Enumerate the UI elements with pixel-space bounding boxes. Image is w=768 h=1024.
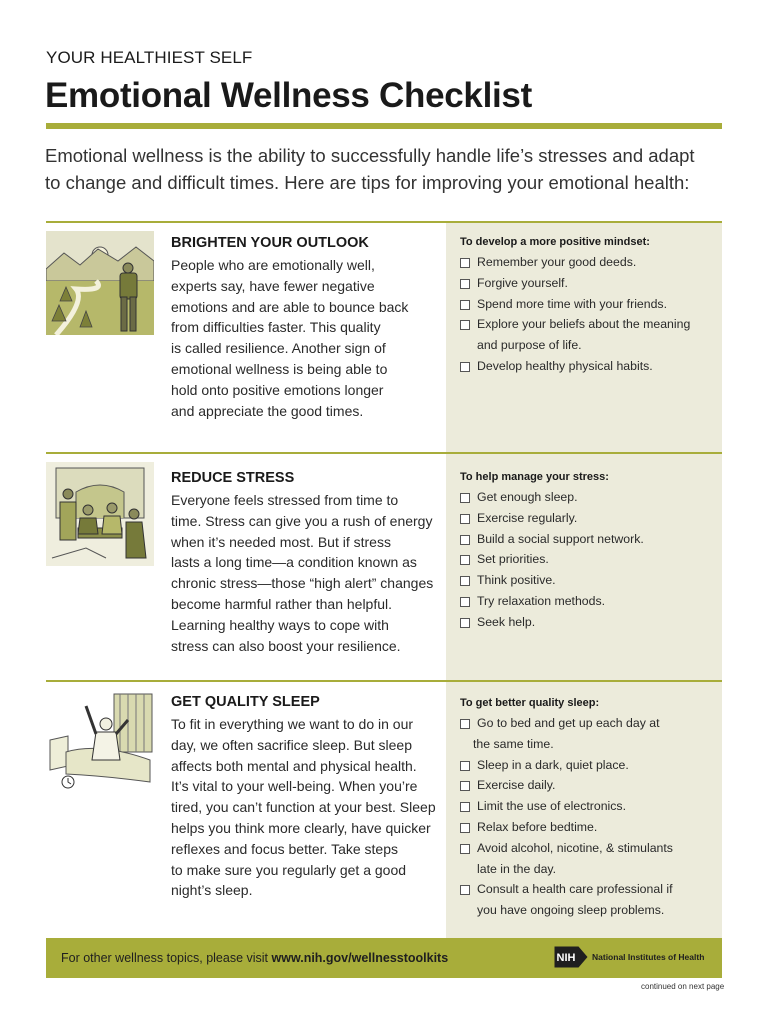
friends-gathering-illustration-icon — [46, 462, 154, 566]
body-line: lasts a long time—a condition known as — [171, 554, 417, 571]
checkbox-icon — [460, 719, 470, 729]
checklist-item: Exercise daily. — [460, 775, 718, 796]
nih-logo-icon — [554, 946, 588, 968]
checkbox-icon — [460, 597, 470, 607]
tips-title: To develop a more positive mindset: — [460, 236, 650, 248]
checkbox-icon — [460, 781, 470, 791]
body-line: become harmful rather than helpful. — [171, 595, 393, 612]
intro-line: Emotional wellness is the ability to successfully handle life’s stresses and adapt — [45, 145, 695, 166]
tips-list — [460, 713, 718, 921]
section-sleep — [46, 680, 722, 940]
body-line: hold onto positive emotions longer — [171, 381, 384, 398]
checkbox-icon — [460, 279, 470, 289]
footer-text — [61, 951, 448, 965]
section-heading: BRIGHTEN YOUR OUTLOOK — [171, 235, 369, 251]
checklist-item: Sleep in a dark, quiet place. — [460, 755, 718, 776]
body-line: emotional wellness is being able to — [171, 360, 388, 377]
checklist-item: Exercise regularly. — [460, 508, 718, 529]
checklist-item: Explore your beliefs about the meaning — [460, 314, 718, 335]
body-line: Learning healthy ways to cope with — [171, 616, 389, 633]
checklist-item: Relax before bedtime. — [460, 817, 718, 838]
checkbox-icon — [460, 885, 470, 895]
body-line: chronic stress—those “high alert” changes — [171, 575, 434, 592]
checklist-item-continuation: late in the day. — [477, 861, 557, 876]
checklist-item-continuation: you have ongoing sleep problems. — [477, 903, 665, 918]
tips-title: To help manage your stress: — [460, 471, 609, 483]
body-line: to make sure you regularly get a good — [171, 861, 407, 878]
checkbox-icon — [460, 493, 470, 503]
tips-list — [460, 487, 718, 633]
waking-up-illustration-icon — [46, 690, 154, 794]
page-title: Emotional Wellness Checklist — [45, 76, 532, 115]
section-outlook — [46, 221, 722, 454]
checklist-item: Spend more time with your friends. — [460, 294, 718, 315]
body-line: night’s sleep. — [171, 882, 253, 899]
body-line: time. Stress can give you a rush of energy — [171, 512, 433, 529]
checklist-item: Forgive yourself. — [460, 273, 718, 294]
body-line: It’s vital to your well-being. When you’re — [171, 778, 418, 795]
section-body — [171, 255, 441, 421]
nih-org-name: National Institutes of Health — [592, 952, 705, 962]
checkbox-icon — [460, 823, 470, 833]
checklist-item-continuation: the same time. — [473, 736, 554, 751]
body-line: experts say, have fewer negative — [171, 277, 375, 294]
checklist-item: Get enough sleep. — [460, 487, 718, 508]
checkbox-icon — [460, 535, 470, 545]
checklist-item: Remember your good deeds. — [460, 252, 718, 273]
continued-note: continued on next page — [641, 982, 725, 991]
body-line: is called resilience. Another sign of — [171, 340, 386, 357]
checklist-item: Consult a health care professional if — [460, 879, 718, 900]
section-stress — [46, 452, 722, 682]
checkbox-icon — [460, 802, 470, 812]
body-line: stress can also boost your resilience. — [171, 637, 401, 654]
section-body — [171, 490, 441, 656]
footer-label: For other wellness topics, please visit — [61, 951, 272, 965]
body-line: reflexes and focus better. Take steps — [171, 840, 398, 857]
checklist-item: Go to bed and get up each day at — [460, 713, 718, 734]
checklist-item: Limit the use of electronics. — [460, 796, 718, 817]
section-heading: GET QUALITY SLEEP — [171, 694, 320, 710]
checklist-item: Develop healthy physical habits. — [460, 356, 718, 377]
checkbox-icon — [460, 300, 470, 310]
checkbox-icon — [460, 514, 470, 524]
nih-logo-text: NIH — [556, 952, 576, 964]
body-line: emotions and are able to bounce back — [171, 298, 409, 315]
tips-list — [460, 252, 718, 377]
checkbox-icon — [460, 844, 470, 854]
body-line: day, we often sacrifice sleep. But sleep — [171, 736, 412, 753]
footer-bar — [46, 938, 722, 978]
checkbox-icon — [460, 362, 470, 372]
body-line: helps you think more clearly, have quicker — [171, 819, 431, 836]
section-body — [171, 714, 441, 901]
body-line: People who are emotionally well, — [171, 257, 375, 273]
intro-paragraph — [45, 142, 735, 196]
section-heading: REDUCE STRESS — [171, 470, 295, 486]
checklist-item: Seek help. — [460, 612, 718, 633]
wellness-toolkits-link[interactable]: www.nih.gov/wellnesstoolkits — [271, 951, 449, 965]
body-line: To fit in everything we want to do in our — [171, 716, 414, 732]
hiker-landscape-illustration-icon — [46, 231, 154, 335]
checkbox-icon — [460, 618, 470, 628]
title-divider — [46, 123, 722, 129]
eyebrow: YOUR HEALTHIEST SELF — [46, 48, 253, 67]
body-line: when it’s needed most. But if stress — [171, 533, 391, 550]
checkbox-icon — [460, 320, 470, 330]
checklist-item: Set priorities. — [460, 549, 718, 570]
checklist-item: Try relaxation methods. — [460, 591, 718, 612]
body-line: and appreciate the good times. — [171, 402, 364, 419]
checkbox-icon — [460, 258, 470, 268]
body-line: from difficulties faster. This quality — [171, 319, 381, 336]
checkbox-icon — [460, 761, 470, 771]
checkbox-icon — [460, 555, 470, 565]
checkbox-icon — [460, 576, 470, 586]
intro-line: to change and difficult times. Here are tips for improving your emotional health: — [45, 172, 690, 193]
checklist-item: Think positive. — [460, 570, 718, 591]
body-line: Everyone feels stressed from time to — [171, 492, 399, 508]
checklist-item: Avoid alcohol, nicotine, & stimulants — [460, 838, 718, 859]
tips-title: To get better quality sleep: — [460, 697, 600, 709]
checklist-item-continuation: and purpose of life. — [477, 338, 582, 353]
body-line: tired, you can’t function at your best. Sleep — [171, 799, 436, 816]
body-line: affects both mental and physical health. — [171, 757, 417, 774]
checklist-item: Build a social support network. — [460, 529, 718, 550]
